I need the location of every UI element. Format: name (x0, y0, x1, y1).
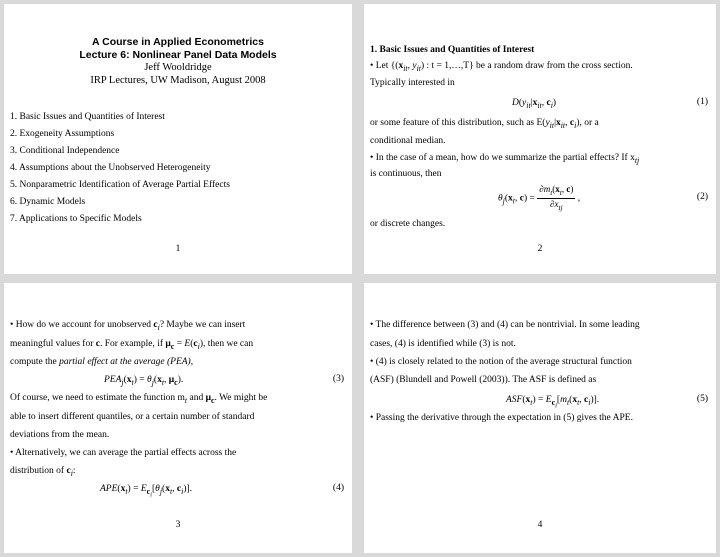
venue: IRP Lectures, UW Madison, August 2008 (90, 75, 266, 86)
lecture-title: Lecture 6: Nonlinear Panel Data Models (79, 49, 277, 61)
outline-item: 2. Exogeneity Assumptions (10, 129, 115, 139)
body-text: is continuous, then (370, 169, 442, 179)
body-text: Typically interested in (370, 78, 455, 88)
equation-1: $D(y_{it}|x_{it}$, $c_i$) (512, 98, 557, 110)
equation-label: (4) (332, 483, 344, 493)
page-number: 1 (175, 244, 181, 254)
slide-4 (364, 283, 716, 553)
body-text: or discrete changes. (370, 219, 446, 229)
bullet-text: • Let {($x_{it}$, $y_{it}$) : t = 1,…,T} be a random draw from the cross section. (370, 61, 633, 73)
bullet-text: • Passing the derivative through the expectation in (5) gives the APE. (370, 413, 633, 423)
body-text: compute the partial effect at the average (PEA), (10, 357, 194, 367)
equation-label: (3) (332, 374, 344, 384)
equation-3: $PEA_j(x_t) = \theta_j(x_t$, $\mu_c$). (104, 375, 184, 387)
equation-4: $APE(x_t) = E_{c_i}[\theta_j(x_t$, $c_i$)]. (100, 484, 193, 499)
equation-label: (2) (696, 192, 708, 202)
body-text: Of course, we need to estimate the function $m_t$ and $\mu_c$. We might be (10, 393, 268, 405)
body-text: able to insert different quantiles, or a certain number of standard (10, 412, 255, 422)
outline-item: 1. Basic Issues and Quantities of Interest (10, 112, 165, 122)
outline-item: 3. Conditional Independence (10, 146, 120, 156)
body-text: or some feature of this distribution, such as $E(y_{it}|x_{it}$, $c_i$), or a (370, 118, 599, 130)
outline-item: 7. Applications to Specific Models (10, 214, 142, 224)
author: Jeff Wooldridge (144, 62, 212, 73)
equation-5: $ASF(x_t) = E_{c_i}[m_t(x_t$, $c_i$)]. (506, 395, 600, 410)
bullet-text: • How do we account for unobserved $c_i$? Maybe we can insert (10, 320, 246, 332)
slide-3 (4, 283, 352, 553)
equation-2: $\theta_j(x_t$, c) = $\frac{\partial m_t(x_t, c)}{\partial x_{tj}}$ , (498, 184, 581, 212)
body-text: meaningful values for c. For example, if $\mu_c = E(c_i)$, then we can (10, 339, 254, 351)
slide-2 (364, 4, 716, 274)
outline-item: 5. Nonparametric Identification of Average Partial Effects (10, 180, 230, 190)
body-text: distribution of $c_i$: (10, 466, 76, 478)
equation-label: (1) (696, 97, 708, 107)
page-number: 3 (175, 520, 181, 530)
body-text: (ASF) (Blundell and Powell (2003)). The ASF is defined as (370, 375, 597, 385)
section-heading: 1. Basic Issues and Quantities of Interest (370, 45, 535, 55)
bullet-text: • In the case of a mean, how do we summarize the partial effects? If $x_{tj}$ (370, 153, 640, 165)
course-title: A Course in Applied Econometrics (92, 36, 264, 48)
outline-item: 6. Dynamic Models (10, 197, 86, 207)
body-text: conditional median. (370, 136, 446, 146)
page-number: 4 (537, 520, 543, 530)
body-text: deviations from the mean. (10, 430, 110, 440)
bullet-text: • The difference between (3) and (4) can be nontrivial. In some leading (370, 320, 640, 330)
page-number: 2 (537, 244, 543, 254)
bullet-text: • (4) is closely related to the notion of the average structural function (370, 357, 632, 367)
slide-1 (4, 4, 352, 274)
body-text: cases, (4) is identified while (3) is not. (370, 339, 516, 349)
bullet-text: • Alternatively, we can average the partial effects across the (10, 448, 237, 458)
outline-item: 4. Assumptions about the Unobserved Heterogeneity (10, 163, 211, 173)
equation-label: (5) (696, 394, 708, 404)
